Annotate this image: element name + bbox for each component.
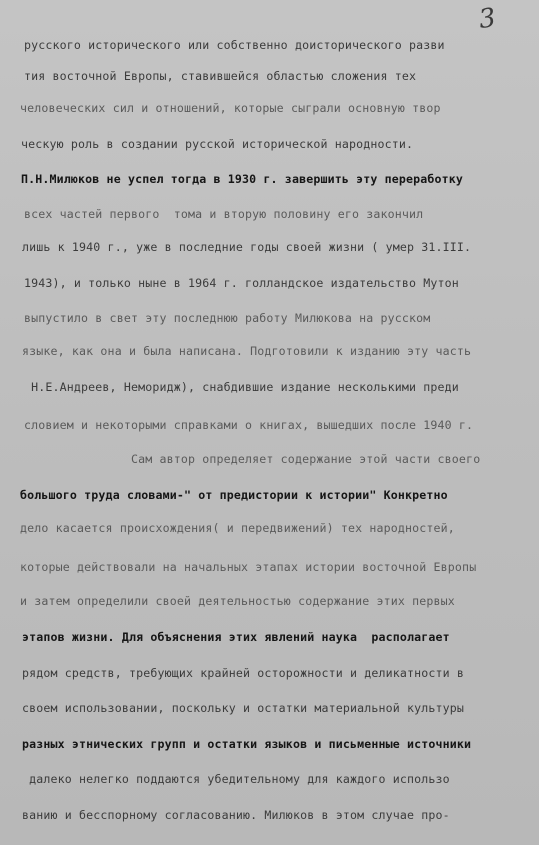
text-line-5: П.Н.Милюков не успел тогда в 1930 г. завершить эту переработку — [21, 172, 464, 186]
text-line-10: языке, как она и была написана. Подготовили к изданию эту часть — [22, 344, 472, 358]
text-line-1: русского исторического или собственно доисторического разви — [24, 38, 445, 52]
text-line-13: Сам автор определяет содержание этой части своего — [24, 452, 481, 466]
text-line-9: выпустило в свет эту последнюю работу Милюкова на русском — [24, 311, 431, 325]
text-line-19: рядом средств, требующих крайней осторожности и деликатности в — [22, 666, 465, 680]
text-line-3: человеческих сил и отношений, которые сыграли основную твор — [20, 101, 441, 115]
text-line-12: словием и некоторыми справками о книгах, вышедших после 1940 г. — [24, 418, 474, 432]
text-line-6: всех частей первого тома и вторую половину его закончил — [24, 207, 424, 221]
text-line-14: большого труда словами-" от предистории к истории" Конкретно — [20, 488, 448, 502]
text-line-2: тия восточной Европы, ставившейся областью сложения тех — [24, 69, 417, 83]
text-line-4: ческую роль в создании русской исторической народности. — [21, 137, 414, 151]
text-line-20: своем использовании, поскольку и остатки материальной культуры — [22, 701, 465, 715]
text-line-11: Н.Е.Андреев, Немоpидж), снабдившие издание несколькими преди — [24, 380, 459, 394]
text-line-23: ванию и бесспорному согласованию. Милюков в этом случае про- — [22, 808, 450, 822]
text-line-8: 1943), и только ныне в 1964 г. голландское издательство Мутон — [24, 276, 459, 290]
text-line-22: далеко нелегко поддаются убедительному для каждого использо — [22, 772, 450, 786]
text-line-21: разных этнических групп и остатки языков и письменные источники — [22, 737, 472, 751]
text-line-7: лишь к 1940 г., уже в последние годы своей жизни ( умер 31.III. — [22, 240, 472, 254]
text-line-15: дело касается происхождения( и передвижений) тех народностей, — [20, 521, 455, 535]
text-line-18: этапов жизни. Для объяснения этих явлений наука располагает — [22, 630, 450, 644]
text-line-16: которые действовали на начальных этапах истории восточной Европы — [20, 560, 477, 574]
text-line-17: и затем определили своей деятельностью содержание этих первых — [20, 594, 455, 608]
handwritten-page-number: 3 — [476, 2, 498, 36]
